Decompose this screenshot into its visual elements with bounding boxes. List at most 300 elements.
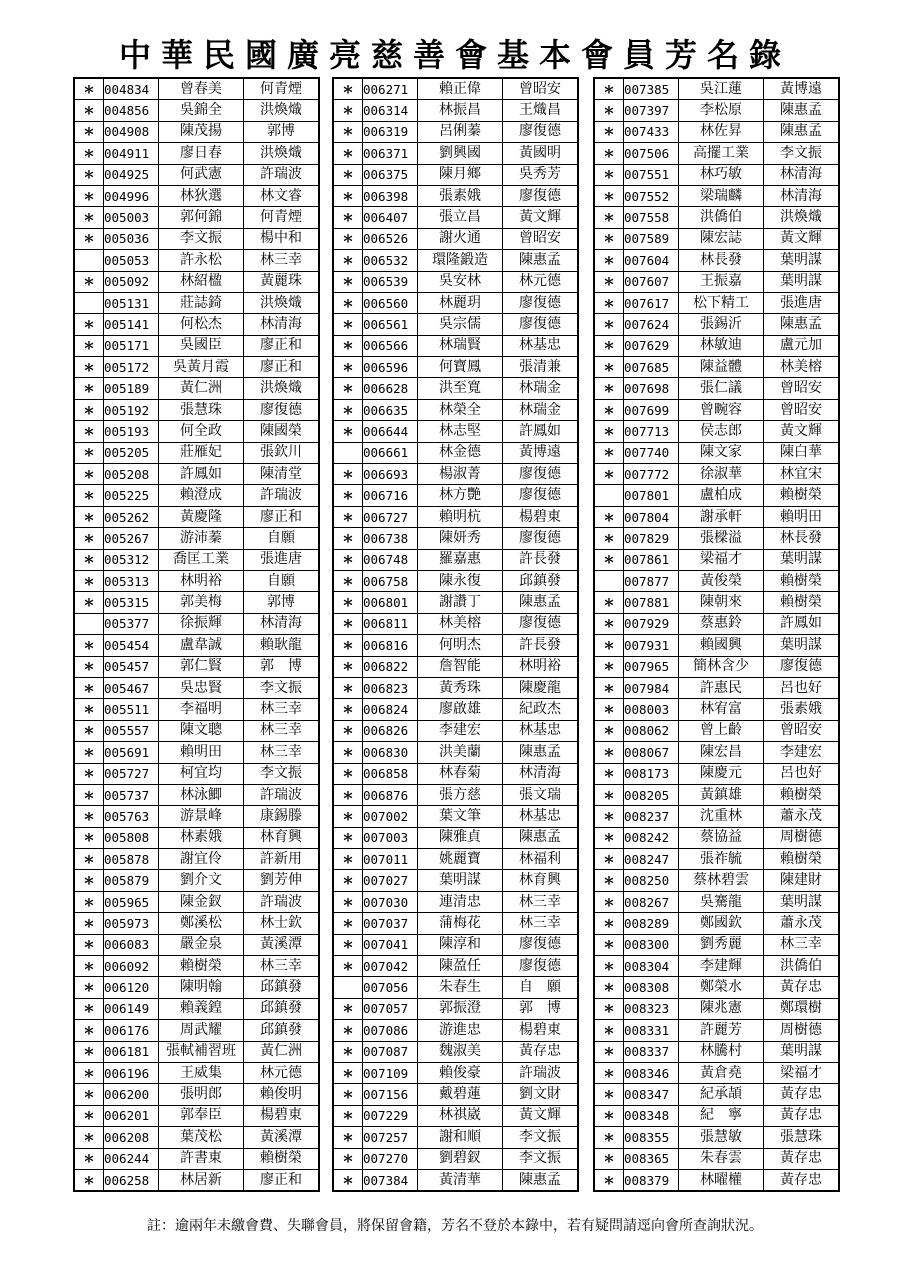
table-row (333, 528, 578, 549)
table-row (594, 998, 839, 1019)
member-name: 陳茂揚 (159, 121, 244, 142)
member-id: 006208 (104, 1127, 159, 1148)
sponsor-name: 洪煥熾 (244, 143, 320, 164)
member-name: 郭仁賢 (159, 656, 244, 677)
member-id: 007984 (624, 677, 679, 698)
table-row (333, 143, 578, 164)
sponsor-name: 賴樹榮 (244, 1148, 320, 1169)
member-name: 何寶鳳 (418, 357, 503, 378)
member-name: 洪至寬 (418, 378, 503, 399)
member-id: 008355 (624, 1127, 679, 1148)
member-id: 006181 (104, 1041, 159, 1062)
member-id: 006858 (363, 763, 418, 784)
table-row (594, 250, 839, 271)
member-mark: ∗ (74, 1127, 104, 1148)
sponsor-name: 葉明謀 (764, 271, 840, 292)
sponsor-name: 賴樹榮 (764, 592, 840, 613)
sponsor-name: 何青煙 (244, 78, 320, 100)
member-id: 004834 (104, 78, 159, 100)
member-mark: ∗ (333, 806, 363, 827)
member-mark: ∗ (74, 635, 104, 656)
member-id: 007037 (363, 913, 418, 934)
sponsor-name: 曾昭安 (764, 399, 840, 420)
member-mark: ∗ (74, 528, 104, 549)
table-row (333, 656, 578, 677)
member-mark: ∗ (333, 1169, 363, 1191)
table-row (74, 592, 319, 613)
table-row (594, 143, 839, 164)
member-id: 008365 (624, 1148, 679, 1169)
member-name: 吳宗儒 (418, 314, 503, 335)
member-id: 007257 (363, 1127, 418, 1148)
member-name: 陳文家 (679, 442, 764, 463)
table-row (333, 1148, 578, 1169)
member-mark: ∗ (74, 185, 104, 206)
member-name: 張慧敏 (679, 1127, 764, 1148)
member-mark: ∗ (594, 934, 624, 955)
member-id: 007056 (363, 977, 418, 998)
member-name: 楊淑菁 (418, 464, 503, 485)
member-mark: ∗ (74, 143, 104, 164)
member-mark: ∗ (594, 185, 624, 206)
member-id: 005189 (104, 378, 159, 399)
member-name: 王威集 (159, 1062, 244, 1083)
member-id: 005965 (104, 891, 159, 912)
member-id: 007607 (624, 271, 679, 292)
table-row (594, 399, 839, 420)
sponsor-name: 李文振 (503, 1148, 579, 1169)
member-id: 007385 (624, 78, 679, 100)
sponsor-name: 鄭環樹 (764, 998, 840, 1019)
member-mark: ∗ (74, 485, 104, 506)
member-name: 何松杰 (159, 314, 244, 335)
sponsor-name: 曾昭安 (503, 78, 579, 100)
member-name: 謝讚丁 (418, 592, 503, 613)
member-id: 006822 (363, 656, 418, 677)
member-name: 劉興國 (418, 143, 503, 164)
member-id: 005315 (104, 592, 159, 613)
sponsor-name: 曾昭安 (764, 378, 840, 399)
member-mark: ∗ (594, 335, 624, 356)
member-id: 004925 (104, 164, 159, 185)
table-row (594, 656, 839, 677)
sponsor-name: 葉明謀 (764, 1041, 840, 1062)
member-id: 005454 (104, 635, 159, 656)
sponsor-name: 蕭永茂 (764, 806, 840, 827)
member-id: 007804 (624, 506, 679, 527)
member-mark: ∗ (333, 121, 363, 142)
member-id: 005467 (104, 677, 159, 698)
sponsor-name: 賴耿龍 (244, 635, 320, 656)
member-id: 007772 (624, 464, 679, 485)
member-mark: ∗ (74, 677, 104, 698)
member-mark (74, 292, 104, 313)
member-mark: ∗ (594, 421, 624, 442)
table-row (594, 720, 839, 741)
member-name: 陳金釵 (159, 891, 244, 912)
sponsor-name: 自願 (244, 528, 320, 549)
member-mark: ∗ (594, 100, 624, 121)
member-mark: ∗ (333, 827, 363, 848)
member-id: 006314 (363, 100, 418, 121)
member-mark: ∗ (333, 763, 363, 784)
member-mark: ∗ (74, 891, 104, 912)
member-name: 賴樹榮 (159, 956, 244, 977)
member-name: 林春菊 (418, 763, 503, 784)
table-row (333, 1127, 578, 1148)
table-row (333, 164, 578, 185)
sponsor-name: 林元德 (503, 271, 579, 292)
member-id: 007270 (363, 1148, 418, 1169)
member-id: 007156 (363, 1084, 418, 1105)
member-id: 006801 (363, 592, 418, 613)
sponsor-name: 林三幸 (244, 699, 320, 720)
table-row (594, 335, 839, 356)
table-row (74, 271, 319, 292)
member-mark: ∗ (333, 720, 363, 741)
member-mark: ∗ (74, 806, 104, 827)
sponsor-name: 林基忠 (503, 720, 579, 741)
member-mark: ∗ (333, 399, 363, 420)
member-name: 蔡林碧雲 (679, 870, 764, 891)
table-row (74, 485, 319, 506)
sponsor-name: 黃存忠 (764, 1148, 840, 1169)
sponsor-name: 張素娥 (764, 699, 840, 720)
member-id: 006560 (363, 292, 418, 313)
member-mark (74, 613, 104, 634)
member-mark: ∗ (594, 913, 624, 934)
member-name: 游景峰 (159, 806, 244, 827)
member-name: 莊雁妃 (159, 442, 244, 463)
member-id: 006176 (104, 1020, 159, 1041)
member-mark: ∗ (594, 870, 624, 891)
page-title: 中華民國廣亮慈善會基本會員芳名錄 (118, 36, 791, 74)
member-id: 006244 (104, 1148, 159, 1169)
sponsor-name: 黃文輝 (764, 228, 840, 249)
table-row (333, 1020, 578, 1041)
member-id: 005763 (104, 806, 159, 827)
member-id: 006816 (363, 635, 418, 656)
table-row (74, 934, 319, 955)
sponsor-name: 廖復德 (244, 399, 320, 420)
member-name: 盧柏成 (679, 485, 764, 506)
member-name: 李福明 (159, 699, 244, 720)
sponsor-name: 陳惠孟 (503, 1169, 579, 1191)
sponsor-name: 林清海 (764, 185, 840, 206)
table-row (74, 442, 319, 463)
sponsor-name: 陳建財 (764, 870, 840, 891)
table-row (333, 870, 578, 891)
member-id: 008237 (624, 806, 679, 827)
table-row (594, 207, 839, 228)
member-name: 廖啟雄 (418, 699, 503, 720)
member-name: 黃慶隆 (159, 506, 244, 527)
sponsor-name: 張進唐 (244, 549, 320, 570)
member-id: 007931 (624, 635, 679, 656)
table-row (594, 228, 839, 249)
table-row (594, 613, 839, 634)
member-name: 陳宏昌 (679, 742, 764, 763)
member-id: 006758 (363, 570, 418, 591)
member-name: 林方艷 (418, 485, 503, 506)
member-id: 007617 (624, 292, 679, 313)
member-name: 李松原 (679, 100, 764, 121)
sponsor-name: 紀政杰 (503, 699, 579, 720)
member-table-col-3 (593, 77, 840, 1192)
member-mark: ∗ (333, 1020, 363, 1041)
member-id: 006196 (104, 1062, 159, 1083)
member-name: 陳兆憲 (679, 998, 764, 1019)
table-row (594, 1020, 839, 1041)
table-row (333, 292, 578, 313)
member-name: 吳安林 (418, 271, 503, 292)
member-id: 008062 (624, 720, 679, 741)
member-id: 005457 (104, 656, 159, 677)
member-mark: ∗ (74, 720, 104, 741)
sponsor-name: 廖復德 (503, 528, 579, 549)
member-mark: ∗ (594, 763, 624, 784)
member-name: 嚴金泉 (159, 934, 244, 955)
table-row (594, 549, 839, 570)
sponsor-name: 黃文輝 (503, 1105, 579, 1126)
member-id: 007881 (624, 592, 679, 613)
member-name: 陳朝來 (679, 592, 764, 613)
sponsor-name: 何青煙 (244, 207, 320, 228)
member-name: 魏淑美 (418, 1041, 503, 1062)
table-row (333, 742, 578, 763)
member-id: 007604 (624, 250, 679, 271)
member-mark: ∗ (333, 250, 363, 271)
member-mark: ∗ (333, 314, 363, 335)
sponsor-name: 許長發 (503, 549, 579, 570)
member-id: 005313 (104, 570, 159, 591)
member-name: 盧韋誠 (159, 635, 244, 656)
sponsor-name: 葉明謀 (764, 891, 840, 912)
sponsor-name: 許鳳如 (503, 421, 579, 442)
member-id: 007552 (624, 185, 679, 206)
table-row (594, 699, 839, 720)
member-id: 007027 (363, 870, 418, 891)
member-name: 柯宜均 (159, 763, 244, 784)
table-row (333, 1084, 578, 1105)
member-name: 曾春美 (159, 78, 244, 100)
member-name: 許書東 (159, 1148, 244, 1169)
member-mark: ∗ (333, 100, 363, 121)
member-mark: ∗ (594, 956, 624, 977)
member-name: 陳宏誌 (679, 228, 764, 249)
member-mark: ∗ (594, 1084, 624, 1105)
member-mark: ∗ (594, 528, 624, 549)
table-row (74, 506, 319, 527)
table-row (74, 1105, 319, 1126)
member-name: 李文振 (159, 228, 244, 249)
member-mark: ∗ (594, 164, 624, 185)
member-mark: ∗ (74, 78, 104, 100)
member-id: 006271 (363, 78, 418, 100)
member-name: 簡林含少 (679, 656, 764, 677)
member-name: 吳騫龍 (679, 891, 764, 912)
member-id: 005808 (104, 827, 159, 848)
member-table-col-2 (332, 77, 579, 1192)
sponsor-name: 林三幸 (503, 913, 579, 934)
member-mark: ∗ (333, 164, 363, 185)
member-mark: ∗ (74, 464, 104, 485)
member-id: 006526 (363, 228, 418, 249)
member-id: 006539 (363, 271, 418, 292)
member-mark: ∗ (333, 677, 363, 698)
member-id: 007965 (624, 656, 679, 677)
member-id: 008300 (624, 934, 679, 955)
table-row (333, 784, 578, 805)
member-id: 005141 (104, 314, 159, 335)
sponsor-name: 黃溪潭 (244, 934, 320, 955)
member-mark: ∗ (594, 977, 624, 998)
member-id: 008003 (624, 699, 679, 720)
sponsor-name: 黃存忠 (764, 977, 840, 998)
table-row (74, 464, 319, 485)
sponsor-name: 劉文財 (503, 1084, 579, 1105)
member-mark: ∗ (333, 292, 363, 313)
member-id: 005691 (104, 742, 159, 763)
member-mark: ∗ (594, 143, 624, 164)
sponsor-name: 李文振 (503, 1127, 579, 1148)
sponsor-name: 許瑞波 (503, 1062, 579, 1083)
member-mark: ∗ (74, 592, 104, 613)
member-id: 006876 (363, 784, 418, 805)
table-row (74, 185, 319, 206)
member-name: 洪僑伯 (679, 207, 764, 228)
member-id: 007877 (624, 570, 679, 591)
member-name: 賴義鍠 (159, 998, 244, 1019)
sponsor-name: 林清海 (244, 314, 320, 335)
member-id: 007589 (624, 228, 679, 249)
member-mark: ∗ (333, 357, 363, 378)
member-mark: ∗ (333, 143, 363, 164)
member-id: 007003 (363, 827, 418, 848)
table-row (333, 998, 578, 1019)
member-id: 005208 (104, 464, 159, 485)
member-id: 006596 (363, 357, 418, 378)
table-row (74, 78, 319, 100)
table-row (594, 442, 839, 463)
sponsor-name: 呂也好 (764, 763, 840, 784)
sponsor-name: 陳惠孟 (503, 742, 579, 763)
member-name: 陳妍秀 (418, 528, 503, 549)
member-name: 林居新 (159, 1169, 244, 1191)
member-mark: ∗ (594, 1041, 624, 1062)
member-name: 高擺工業 (679, 143, 764, 164)
sponsor-name: 陳惠孟 (503, 250, 579, 271)
sponsor-name: 林基忠 (503, 806, 579, 827)
table-row (333, 549, 578, 570)
member-mark: ∗ (74, 207, 104, 228)
member-id: 008308 (624, 977, 679, 998)
member-mark: ∗ (594, 292, 624, 313)
sponsor-name: 郭博 (244, 592, 320, 613)
member-id: 007698 (624, 378, 679, 399)
table-row (74, 1084, 319, 1105)
table-row (333, 977, 578, 998)
member-name: 郭美梅 (159, 592, 244, 613)
table-row (74, 143, 319, 164)
sponsor-name: 林清海 (244, 613, 320, 634)
member-name: 劉秀麗 (679, 934, 764, 955)
table-row (74, 228, 319, 249)
member-id: 006823 (363, 677, 418, 698)
member-name: 莊誌錡 (159, 292, 244, 313)
member-id: 006826 (363, 720, 418, 741)
member-id: 006824 (363, 699, 418, 720)
member-name: 黃秀珠 (418, 677, 503, 698)
table-row (594, 485, 839, 506)
sponsor-name: 林元德 (244, 1062, 320, 1083)
member-name: 林振昌 (418, 100, 503, 121)
sponsor-name: 賴樹榮 (764, 485, 840, 506)
member-name: 沈重林 (679, 806, 764, 827)
table-row (333, 613, 578, 634)
sponsor-name: 林育興 (503, 870, 579, 891)
member-name: 林麗玥 (418, 292, 503, 313)
member-id: 006716 (363, 485, 418, 506)
member-name: 陳明翰 (159, 977, 244, 998)
table-row (594, 1127, 839, 1148)
sponsor-name: 黃存忠 (503, 1041, 579, 1062)
table-row (333, 1169, 578, 1191)
table-row (594, 1084, 839, 1105)
table-row (594, 464, 839, 485)
table-row (333, 806, 578, 827)
member-name: 林宥富 (679, 699, 764, 720)
sponsor-name: 黃存忠 (764, 1084, 840, 1105)
table-row (594, 292, 839, 313)
member-name: 林素娥 (159, 827, 244, 848)
member-mark: ∗ (594, 720, 624, 741)
table-row (74, 977, 319, 998)
member-name: 賴明田 (159, 742, 244, 763)
sponsor-name: 張欽川 (244, 442, 320, 463)
member-name: 陳文聰 (159, 720, 244, 741)
sponsor-name: 洪煥熾 (244, 100, 320, 121)
member-mark: ∗ (333, 1084, 363, 1105)
member-name: 曾上齡 (679, 720, 764, 741)
member-mark: ∗ (74, 1148, 104, 1169)
member-mark: ∗ (74, 1169, 104, 1191)
member-name: 朱春雲 (679, 1148, 764, 1169)
member-id: 007042 (363, 956, 418, 977)
member-id: 008242 (624, 827, 679, 848)
member-mark: ∗ (74, 271, 104, 292)
member-mark: ∗ (333, 934, 363, 955)
table-row (594, 977, 839, 998)
table-row (594, 891, 839, 912)
member-id: 005262 (104, 506, 159, 527)
sponsor-name: 洪煥熾 (244, 378, 320, 399)
sponsor-name: 林文睿 (244, 185, 320, 206)
table-row (594, 934, 839, 955)
table-row (594, 763, 839, 784)
sponsor-name: 黃國明 (503, 143, 579, 164)
sponsor-name: 劉芳伸 (244, 870, 320, 891)
member-name: 徐振輝 (159, 613, 244, 634)
table-row (333, 891, 578, 912)
member-mark: ∗ (333, 656, 363, 677)
table-row (594, 806, 839, 827)
table-row (333, 570, 578, 591)
member-mark: ∗ (594, 784, 624, 805)
member-mark: ∗ (594, 849, 624, 870)
member-id: 006200 (104, 1084, 159, 1105)
table-row (594, 635, 839, 656)
